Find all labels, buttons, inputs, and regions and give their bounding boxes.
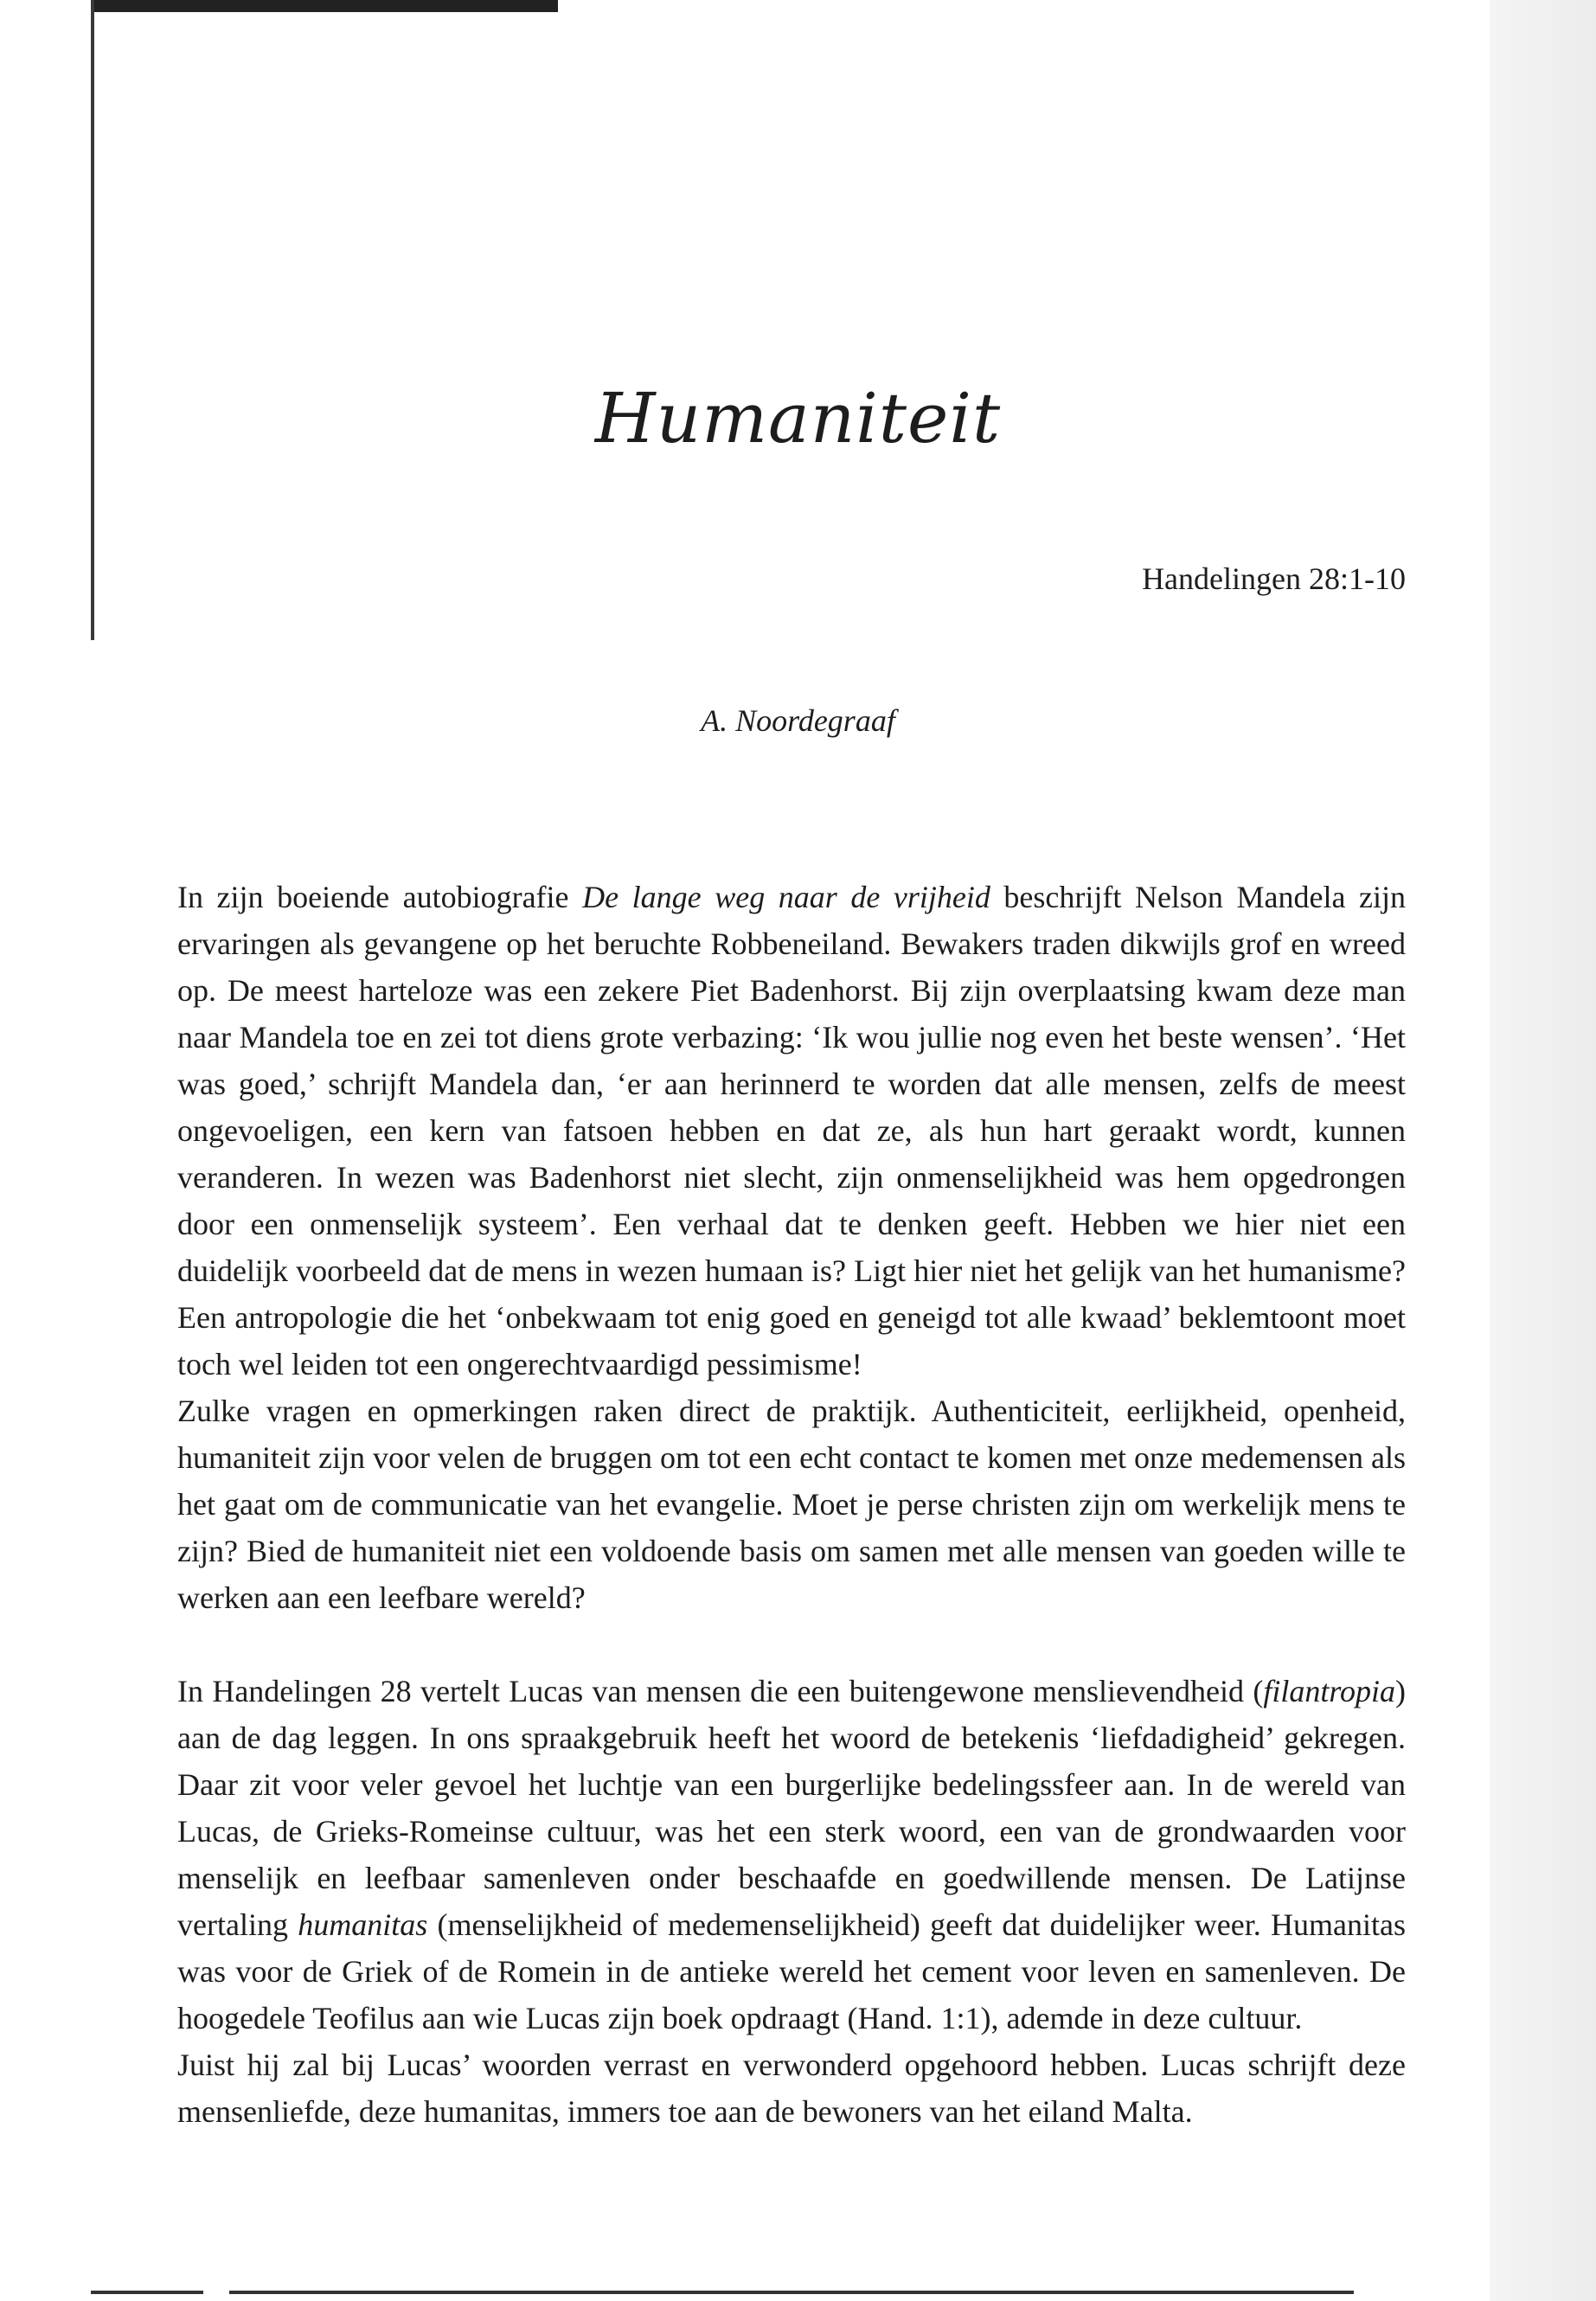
- paragraph-1: In zijn boeiende autobiografie De lange weg naar de vrijheid beschrijft Nelson Mandela zijn ervaringen als gevangene op het beruchte Robbeneiland. Bewakers traden dikwijls grof en wreed op. De meest harteloze was een zekere Piet Badenhorst. Bij zijn overplaatsing kwam deze man naar Mandela toe en zei tot diens grote verbazing: ‘Ik wou jullie nog even het beste wensen’. ‘Het was goed,’ schrijft Mandela dan, ‘er aan herinnerd te worden dat alle mensen, zelfs de meest ongevoeligen, een kern van fatsoen hebben en dat ze, als hun hart geraakt wordt, kunnen veranderen. In wezen was Badenhorst niet slecht, zijn onmenselijkheid was hem opgedrongen door een onmenselijk systeem’. Een verhaal dat te denken geeft. Hebben we hier niet een duidelijk voorbeeld dat de mens in wezen humaan is? Ligt hier niet het gelijk van het humanisme? Een antropologie die het ‘onbekwaam tot enig goed en geneigd tot alle kwaad’ beklemtoont moet toch wel leiden tot een ongerechtvaardigd pessimisme!: [177, 880, 1406, 1381]
- scan-edge-bottom-left: [91, 2291, 203, 2294]
- scan-edge-right: [1490, 0, 1596, 2301]
- term-filantropia: filantropia: [1263, 1674, 1395, 1708]
- author-name: A. Noordegraaf: [701, 703, 895, 738]
- scan-edge-left: [91, 0, 94, 640]
- paragraph-4: Juist hij zal bij Lucas’ woorden verrast en verwonderd opgehoord hebben. Lucas schrijft deze mensenliefde, deze humanitas, immers toe aan de bewoners van het eiland Malta.: [177, 2048, 1406, 2129]
- book-title: De lange weg naar de vrijheid: [582, 880, 990, 914]
- chapter-title: Humaniteit: [594, 378, 1002, 458]
- scan-edge-bottom-right: [229, 2291, 1354, 2294]
- term-humanitas: humanitas: [298, 1907, 428, 1942]
- bible-reference: Handelingen 28:1-10: [1142, 561, 1406, 596]
- paragraph-2: Zulke vragen en opmerkingen raken direct de praktijk. Authenticiteit, eerlijkheid, openheid, humaniteit zijn voor velen de bruggen om tot een echt contact te komen met onze medemensen als het gaat om de communicatie van het evangelie. Moet je perse christen zijn om werkelijk mens te zijn? Bied de humaniteit niet een voldoende basis om samen met alle mensen van goeden wille te werken aan een leefbare wereld?: [177, 1394, 1406, 1615]
- scan-edge-top: [91, 0, 558, 12]
- article-body: [177, 874, 1406, 2135]
- paragraph-3: In Handelingen 28 vertelt Lucas van mensen die een buitengewone menslievendheid (filantropia) aan de dag leggen. In ons spraakgebruik heeft het woord de betekenis ‘liefdadigheid’ gekregen. Daar zit voor veler gevoel het luchtje van een burgerlijke bedelingssfeer aan. In de wereld van Lucas, de Grieks-Romeinse cultuur, was het een sterk woord, een van de grondwaarden voor menselijk en leefbaar samenleven onder beschaafde en goedwillende mensen. De Latijnse vertaling humanitas (menselijkheid of medemenselijkheid) geeft dat duidelijker weer. Humanitas was voor de Griek of de Romein in de antieke wereld het cement voor leven en samenleven. De hoogedele Teofilus aan wie Lucas zijn boek opdraagt (Hand. 1:1), ademde in deze cultuur.: [177, 1674, 1406, 2035]
